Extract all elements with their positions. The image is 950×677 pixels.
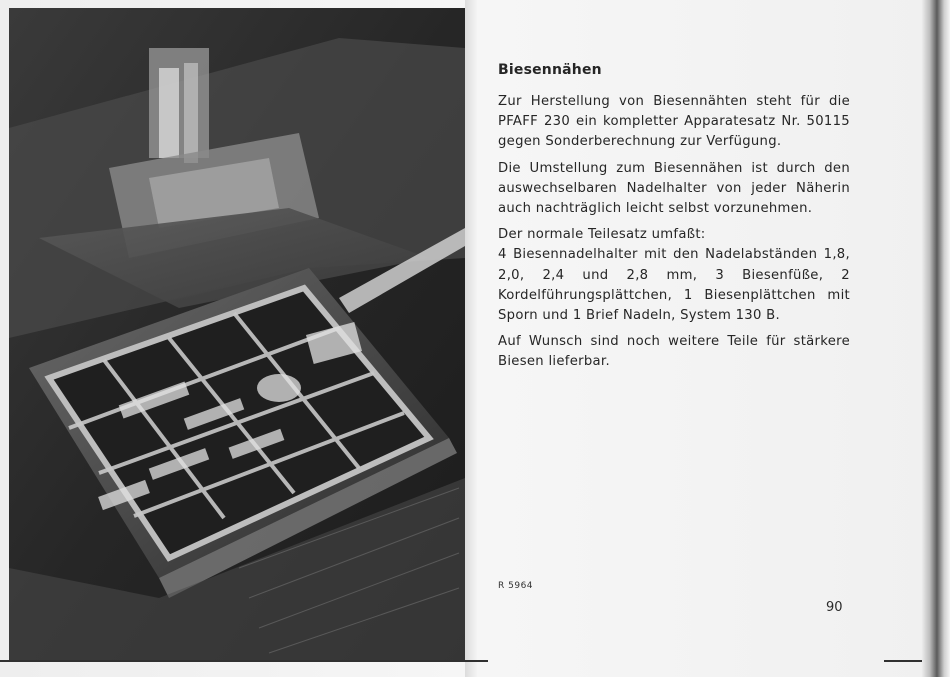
sewing-accessory-box-illustration	[9, 8, 465, 660]
book-edge-shadow	[921, 0, 950, 677]
page-number: 90	[826, 600, 843, 615]
paragraph-parts-list: 4 Biesennadelhalter mit den Nadelabständen 1,8, 2,0, 2,4 und 2,8 mm, 3 Biesenfüße, 2 Kordelführungsplättchen, 1 Biesenplättchen mit Sporn und 1 Brief Nadeln, System 130 B.	[498, 247, 850, 324]
paragraph-conversion: Die Umstellung zum Biesennähen ist durch den auswechselbaren Nadelhalter von jeder Näherin auch nachträglich leicht selbst vorzunehmen.	[498, 160, 850, 217]
bottom-rule-left	[0, 660, 488, 662]
bottom-rule-right	[884, 660, 922, 662]
paragraph-parts-intro: Der normale Teilesatz umfaßt:	[498, 227, 706, 243]
section-heading: Biesennähen	[498, 62, 602, 78]
accessory-box-photo	[9, 8, 465, 660]
page-gutter	[465, 0, 477, 677]
text-column	[498, 62, 850, 379]
paragraph-additional: Auf Wunsch sind noch weitere Teile für stärkere Biesen lieferbar.	[498, 334, 850, 370]
paragraph-intro: Zur Herstellung von Biesennähten steht für die PFAFF 230 ein kompletter Apparatesatz Nr. 50115 gegen Sonderberechnung zur Verfügung.	[498, 94, 850, 150]
figure-code: R 5964	[498, 581, 534, 591]
